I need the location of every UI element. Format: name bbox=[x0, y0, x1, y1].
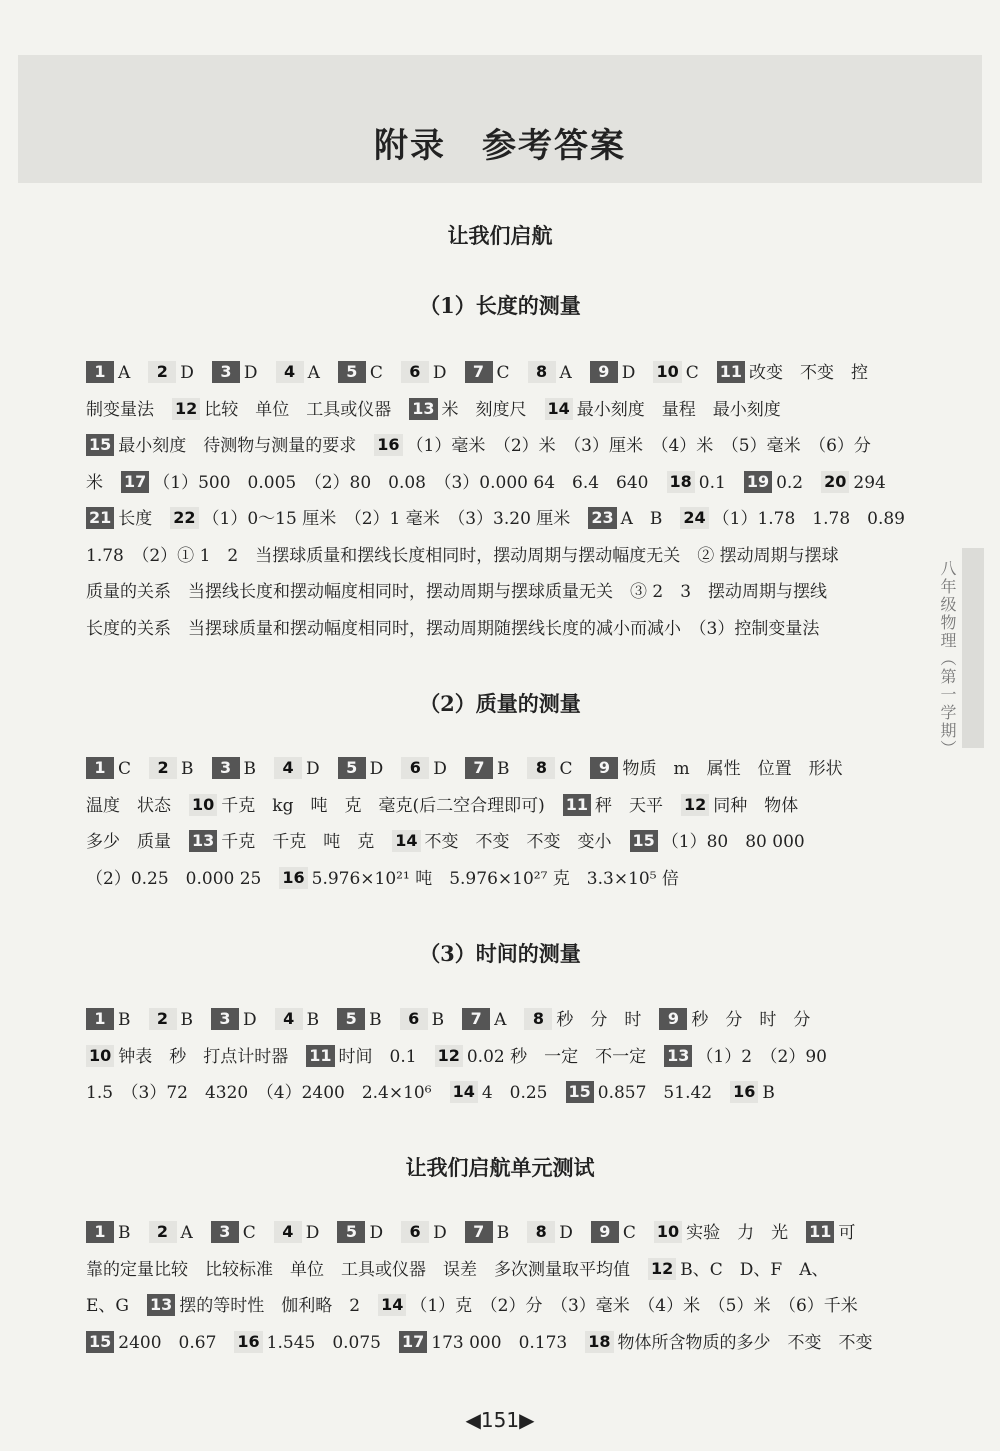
question-number: 8 bbox=[527, 757, 555, 779]
question-number: 7 bbox=[465, 757, 493, 779]
question-number: 1 bbox=[86, 1221, 114, 1243]
answer-text: C bbox=[622, 1223, 636, 1243]
question-number: 23 bbox=[588, 507, 616, 529]
answer-line bbox=[86, 1215, 886, 1252]
answer-text: B bbox=[762, 1083, 775, 1103]
answer-line bbox=[86, 1288, 886, 1325]
answer-line bbox=[86, 355, 886, 392]
answer-text: 可 bbox=[838, 1223, 856, 1243]
answer-text: D bbox=[243, 363, 258, 383]
side-tab bbox=[962, 548, 984, 748]
answer-text: 米 刻度尺 bbox=[441, 399, 527, 420]
section-title-length: （1）长度的测量 bbox=[419, 293, 581, 318]
question-number: 15 bbox=[86, 434, 114, 456]
question-number: 14 bbox=[392, 830, 420, 852]
answer-text: C bbox=[559, 759, 573, 779]
answer-text: B bbox=[118, 1010, 131, 1030]
section-title-time: （3）时间的测量 bbox=[419, 941, 581, 966]
answer-text: C bbox=[369, 363, 383, 383]
answer-text: 秤 天平 bbox=[594, 795, 663, 816]
section-title-unit-test: 让我们启航单元测试 bbox=[405, 1155, 595, 1180]
answer-text: B bbox=[180, 1010, 193, 1030]
answer-text: 多少 质量 bbox=[86, 832, 171, 852]
answer-line bbox=[86, 751, 886, 788]
answer-text: 长度 bbox=[118, 509, 153, 529]
answer-text: 不变 不变 不变 变小 bbox=[424, 832, 612, 852]
question-number: 4 bbox=[274, 1221, 302, 1243]
question-number: 10 bbox=[653, 361, 681, 383]
answer-text: 1.5 （3）72 4320 （4）2400 2.4×10⁶ bbox=[86, 1083, 432, 1103]
answer-text: 时间 0.1 bbox=[338, 1046, 417, 1067]
question-number: 9 bbox=[659, 1008, 687, 1030]
answer-text: （1）毫米 （2）米 （3）厘米 （4）米 （5）毫米 （6）分 bbox=[406, 436, 871, 456]
answer-text: 物体所含物质的多少 不变 不变 bbox=[617, 1332, 873, 1353]
question-number: 2 bbox=[149, 1221, 177, 1243]
answer-text: C bbox=[496, 363, 510, 383]
answer-text: D bbox=[180, 363, 194, 383]
answer-text: （1）80 80 000 bbox=[661, 832, 805, 852]
question-number: 12 bbox=[681, 794, 709, 816]
answer-text: 1.78 （2）① 1 2 当摆球质量和摆线长度相同时，摆动周期与摆动幅度无关 ② 摆动周期与摆球 bbox=[86, 545, 839, 566]
question-number: 2 bbox=[149, 757, 177, 779]
question-number: 21 bbox=[86, 507, 114, 529]
answer-line bbox=[86, 1252, 886, 1289]
side-label: 八年级物理（第一学期） bbox=[938, 560, 957, 758]
question-number: 14 bbox=[378, 1294, 406, 1316]
answers-mass bbox=[86, 751, 886, 897]
answer-text: C bbox=[685, 363, 699, 383]
answer-text: C bbox=[118, 759, 132, 779]
question-number: 3 bbox=[212, 361, 240, 383]
question-number: 8 bbox=[528, 361, 556, 383]
question-number: 8 bbox=[524, 1008, 552, 1030]
answer-text: 靠的定量比较 比较标准 单位 工具或仪器 误差 多次测量取平均值 bbox=[86, 1259, 630, 1280]
answer-text: 千克 kg 吨 克 毫克(后二空合理即可) bbox=[221, 795, 545, 816]
question-number: 18 bbox=[667, 471, 695, 493]
question-number: 10 bbox=[654, 1221, 682, 1243]
question-number: 1 bbox=[86, 757, 114, 779]
answer-line bbox=[86, 1039, 886, 1076]
answer-text: D bbox=[369, 1223, 384, 1243]
answer-text: 物质 m 属性 位置 形状 bbox=[622, 759, 843, 779]
answer-text: （1）克 （2）分 （3）毫米 （4）米 （5）米 （6）千米 bbox=[410, 1296, 858, 1316]
answer-text: 质量的关系 当摆线长度和摆动幅度相同时，摆动周期与摆球质量无关 ③ 2 3 摆动周期与摆线 bbox=[86, 582, 828, 602]
question-number: 1 bbox=[86, 1008, 114, 1030]
question-number: 11 bbox=[806, 1221, 834, 1243]
answer-text: D bbox=[433, 759, 447, 779]
page-number: ◀151▶ bbox=[465, 1408, 535, 1432]
answer-text: （1）500 0.005 （2）80 0.08 （3）0.000 64 6.4 640 bbox=[153, 472, 649, 493]
question-number: 15 bbox=[630, 830, 658, 852]
question-number: 13 bbox=[664, 1045, 692, 1067]
section-title-mass: （2）质量的测量 bbox=[419, 691, 581, 716]
answer-text: 0.1 bbox=[698, 472, 726, 493]
answer-text: 千克 千克 吨 克 bbox=[221, 832, 375, 852]
question-number: 7 bbox=[465, 1221, 493, 1243]
question-number: 16 bbox=[374, 434, 402, 456]
question-number: 16 bbox=[279, 867, 307, 889]
answer-text: D bbox=[369, 759, 384, 779]
answer-text: 同种 物体 bbox=[713, 795, 799, 816]
question-number: 12 bbox=[435, 1045, 463, 1067]
answer-text: A bbox=[307, 363, 320, 383]
question-number: 6 bbox=[401, 757, 429, 779]
section-title-voyage: 让我们启航 bbox=[447, 223, 553, 248]
answer-text: 2400 0.67 bbox=[118, 1332, 217, 1353]
answer-text: D bbox=[306, 759, 320, 779]
question-number: 11 bbox=[717, 361, 745, 383]
answer-text: A bbox=[494, 1010, 507, 1030]
answer-text: （1）1.78 1.78 0.89 bbox=[712, 509, 905, 529]
question-number: 14 bbox=[450, 1081, 478, 1103]
question-number: 10 bbox=[189, 794, 217, 816]
answer-line bbox=[86, 861, 886, 898]
answer-text: 钟表 秒 打点计时器 bbox=[118, 1046, 289, 1067]
question-number: 4 bbox=[274, 757, 302, 779]
question-number: 17 bbox=[121, 471, 149, 493]
answer-line bbox=[86, 428, 886, 465]
question-number: 5 bbox=[337, 1221, 365, 1243]
question-number: 18 bbox=[585, 1331, 613, 1353]
answer-text: B bbox=[306, 1010, 320, 1030]
answer-text: B bbox=[496, 759, 510, 779]
answer-line bbox=[86, 392, 886, 429]
question-number: 11 bbox=[563, 794, 591, 816]
question-number: 16 bbox=[730, 1081, 758, 1103]
question-number: 13 bbox=[147, 1294, 175, 1316]
answer-text: B bbox=[496, 1223, 510, 1243]
page-title bbox=[0, 118, 1000, 167]
answer-text: 长度的关系 当摆球质量和摆动幅度相同时，摆动周期随摆线长度的减小而减小 （3）控制变量法 bbox=[86, 618, 820, 639]
answer-text: D bbox=[621, 363, 636, 383]
answer-line bbox=[86, 1325, 886, 1362]
answer-text: D bbox=[433, 1223, 447, 1243]
answer-text: B bbox=[118, 1223, 131, 1243]
answer-line bbox=[86, 788, 886, 825]
question-number: 5 bbox=[338, 361, 366, 383]
question-number: 24 bbox=[680, 507, 708, 529]
answer-text: D bbox=[432, 363, 447, 383]
question-number: 7 bbox=[465, 361, 493, 383]
answer-line bbox=[86, 465, 886, 502]
answer-text: 温度 状态 bbox=[86, 795, 171, 816]
answers-unit-test bbox=[86, 1215, 886, 1361]
answer-text: 比较 单位 工具或仪器 bbox=[204, 399, 392, 420]
question-number: 15 bbox=[566, 1081, 594, 1103]
question-number: 14 bbox=[545, 398, 573, 420]
question-number: 10 bbox=[86, 1045, 114, 1067]
question-number: 9 bbox=[591, 1221, 619, 1243]
question-number: 3 bbox=[211, 1008, 239, 1030]
question-number: 8 bbox=[527, 1221, 555, 1243]
question-number: 6 bbox=[400, 1008, 428, 1030]
answer-text: 实验 力 光 bbox=[686, 1223, 789, 1243]
answer-text: B bbox=[243, 759, 257, 779]
answer-text: 173 000 0.173 bbox=[431, 1332, 568, 1353]
answer-text: A B bbox=[620, 509, 663, 529]
question-number: 9 bbox=[590, 757, 618, 779]
question-number: 6 bbox=[401, 1221, 429, 1243]
answer-line bbox=[86, 574, 886, 611]
answer-text: A bbox=[118, 363, 131, 383]
answer-text: B bbox=[431, 1010, 445, 1030]
answer-text: 294 bbox=[853, 472, 886, 493]
question-number: 16 bbox=[234, 1331, 262, 1353]
question-number: 1 bbox=[86, 361, 114, 383]
answer-text: 最小刻度 待测物与测量的要求 bbox=[118, 436, 357, 456]
answer-text: A bbox=[180, 1223, 193, 1243]
answer-text: 0.2 bbox=[776, 472, 804, 493]
answer-text: E、G bbox=[86, 1296, 129, 1316]
answer-line bbox=[86, 1002, 886, 1039]
answer-text: 秒 分 时 bbox=[556, 1010, 642, 1030]
answer-text: 制变量法 bbox=[86, 399, 154, 420]
question-number: 17 bbox=[399, 1331, 427, 1353]
question-number: 3 bbox=[211, 1221, 239, 1243]
question-number: 4 bbox=[276, 361, 304, 383]
answer-text: C bbox=[242, 1223, 256, 1243]
answer-text: 最小刻度 量程 最小刻度 bbox=[576, 399, 781, 420]
answer-text: A bbox=[559, 363, 572, 383]
question-number: 5 bbox=[337, 1008, 365, 1030]
question-number: 2 bbox=[148, 361, 176, 383]
answer-line bbox=[86, 611, 886, 648]
answers-length bbox=[86, 355, 905, 647]
answer-text: 4 0.25 bbox=[481, 1083, 548, 1103]
question-number: 13 bbox=[409, 398, 437, 420]
question-number: 12 bbox=[172, 398, 200, 420]
question-number: 13 bbox=[189, 830, 217, 852]
answer-text: D bbox=[305, 1223, 320, 1243]
question-number: 22 bbox=[170, 507, 198, 529]
answer-text: B bbox=[369, 1010, 382, 1030]
answer-text: （2）0.25 0.000 25 bbox=[86, 868, 262, 889]
answer-text: 改变 不变 控 bbox=[748, 363, 868, 383]
question-number: 6 bbox=[401, 361, 429, 383]
answer-line bbox=[86, 824, 886, 861]
answer-text: B、C D、F A、 bbox=[680, 1259, 829, 1280]
title-appendix: 附录 bbox=[374, 126, 446, 166]
answer-text: （1）2 （2）90 bbox=[696, 1046, 827, 1067]
question-number: 19 bbox=[744, 471, 772, 493]
question-number: 5 bbox=[338, 757, 366, 779]
question-number: 4 bbox=[275, 1008, 303, 1030]
title-answers: 参考答案 bbox=[482, 126, 626, 166]
question-number: 2 bbox=[149, 1008, 177, 1030]
question-number: 15 bbox=[86, 1331, 114, 1353]
answer-text: B bbox=[181, 759, 194, 779]
question-number: 11 bbox=[306, 1045, 334, 1067]
answer-text: D bbox=[559, 1223, 573, 1243]
answer-line bbox=[86, 538, 886, 575]
answer-text: 1.545 0.075 bbox=[266, 1332, 381, 1353]
answer-text: 摆的等时性 伽利略 2 bbox=[179, 1296, 361, 1316]
answer-text: 米 bbox=[86, 472, 103, 493]
question-number: 3 bbox=[212, 757, 240, 779]
answer-text: 秒 分 时 分 bbox=[691, 1010, 811, 1030]
question-number: 9 bbox=[590, 361, 618, 383]
question-number: 7 bbox=[462, 1008, 490, 1030]
answer-line bbox=[86, 501, 905, 538]
answer-line bbox=[86, 1075, 886, 1112]
answer-text: D bbox=[243, 1010, 257, 1030]
answers-time bbox=[86, 1002, 886, 1112]
question-number: 20 bbox=[821, 471, 849, 493]
answer-text: （1）0～15 厘米 （2）1 毫米 （3）3.20 厘米 bbox=[202, 509, 571, 529]
answer-text: 0.857 51.42 bbox=[597, 1083, 713, 1103]
question-number: 12 bbox=[648, 1258, 676, 1280]
answer-text: 0.02 秒 一定 不一定 bbox=[466, 1046, 647, 1067]
answer-text: 5.976×10²¹ 吨 5.976×10²⁷ 克 3.3×10⁵ 倍 bbox=[311, 868, 679, 889]
